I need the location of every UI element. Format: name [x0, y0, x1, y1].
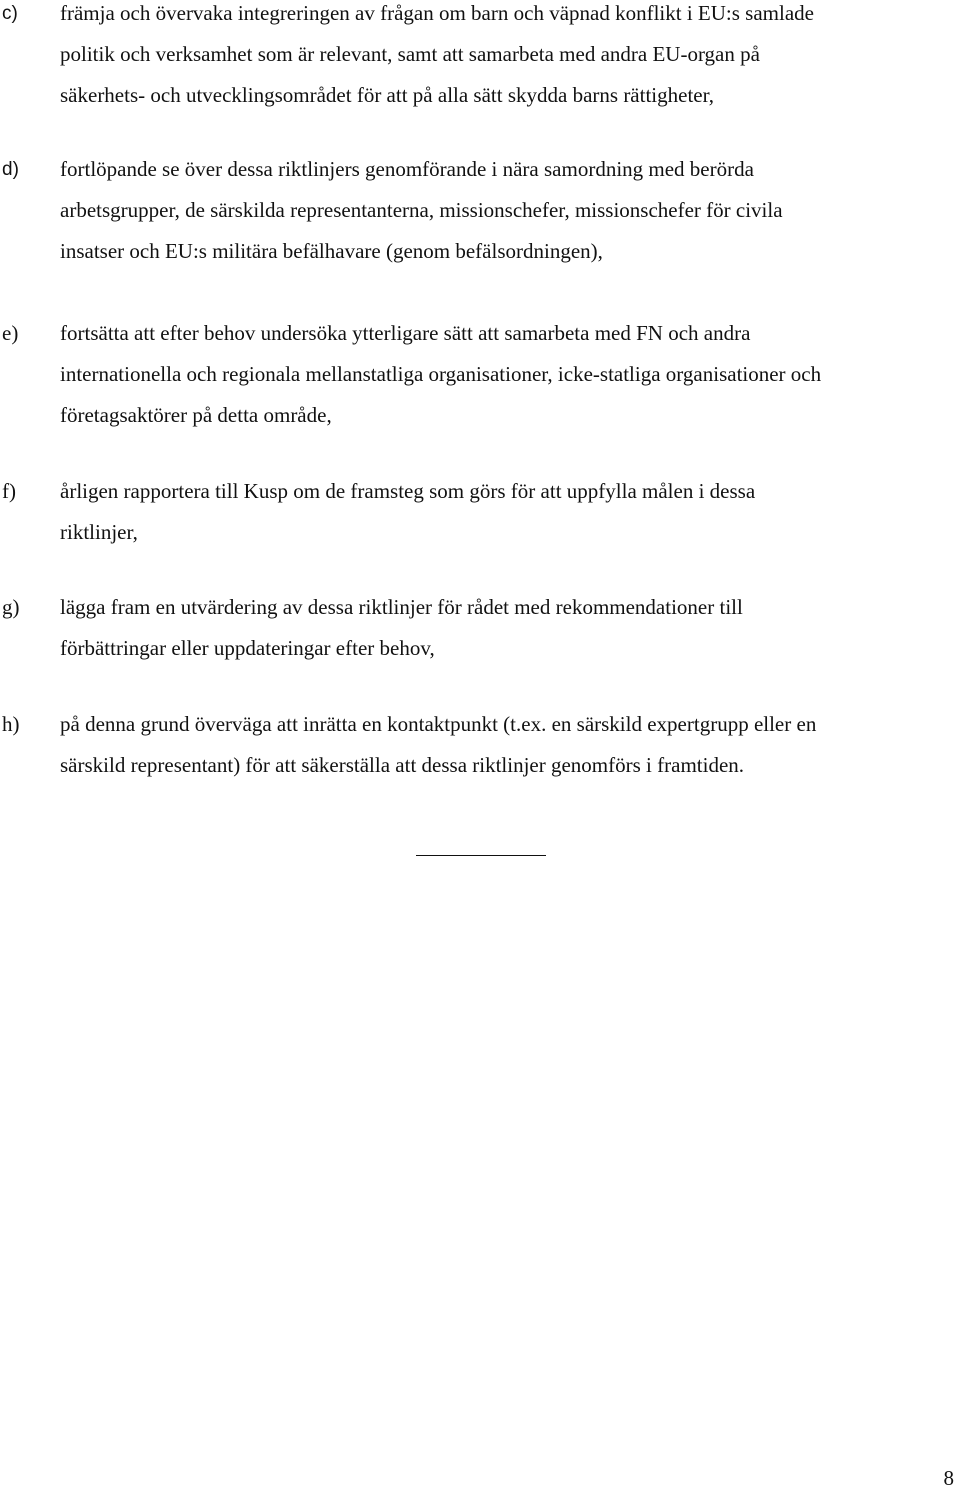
list-marker: d): [2, 159, 19, 180]
list-item-text: [60, 471, 950, 553]
page-number: 8: [943, 1466, 954, 1490]
text-line: fortsätta att efter behov undersöka ytterligare sätt att samarbeta med FN och andra: [60, 321, 751, 345]
list-marker: e): [2, 321, 19, 345]
text-line: på denna grund överväga att inrätta en kontaktpunkt (t.ex. en särskild expertgrupp eller en: [60, 712, 817, 736]
text-line: riktlinjer,: [60, 520, 138, 544]
text-line: årligen rapportera till Kusp om de framsteg som görs för att uppfylla målen i dessa: [60, 479, 756, 503]
list-item-text: [60, 0, 950, 116]
list-item-text: [60, 313, 950, 436]
text-line: lägga fram en utvärdering av dessa riktlinjer för rådet med rekommendationer till: [60, 595, 743, 619]
list-item-text: [60, 587, 950, 669]
text-line: politik och verksamhet som är relevant, samt att samarbeta med andra EU-organ på: [60, 42, 760, 66]
list-marker: c): [2, 3, 18, 24]
text-line: internationella och regionala mellanstatliga organisationer, icke-statliga organisationer och: [60, 362, 822, 386]
list-marker: h): [2, 712, 20, 736]
separator-line: [416, 855, 546, 856]
list-marker: g): [2, 595, 20, 619]
text-line: fortlöpande se över dessa riktlinjers genomförande i nära samordning med berörda: [60, 157, 754, 181]
text-line: förbättringar eller uppdateringar efter behov,: [60, 636, 435, 660]
list-item-text: [60, 704, 950, 786]
text-line: särskild representant) för att säkerställa att dessa riktlinjer genomförs i framtiden.: [60, 753, 745, 777]
text-line: företagsaktörer på detta område,: [60, 403, 332, 427]
list-item-text: [60, 149, 950, 272]
text-line: arbetsgrupper, de särskilda representanterna, missionschefer, missionschefer för civila: [60, 198, 783, 222]
text-line: säkerhets- och utvecklingsområdet för att på alla sätt skydda barns rättigheter,: [60, 83, 715, 107]
list-marker: f): [2, 479, 16, 503]
text-line: insatser och EU:s militära befälhavare (genom befälsordningen),: [60, 239, 603, 263]
text-line: främja och övervaka integreringen av frågan om barn och väpnad konflikt i EU:s samlade: [60, 1, 814, 25]
